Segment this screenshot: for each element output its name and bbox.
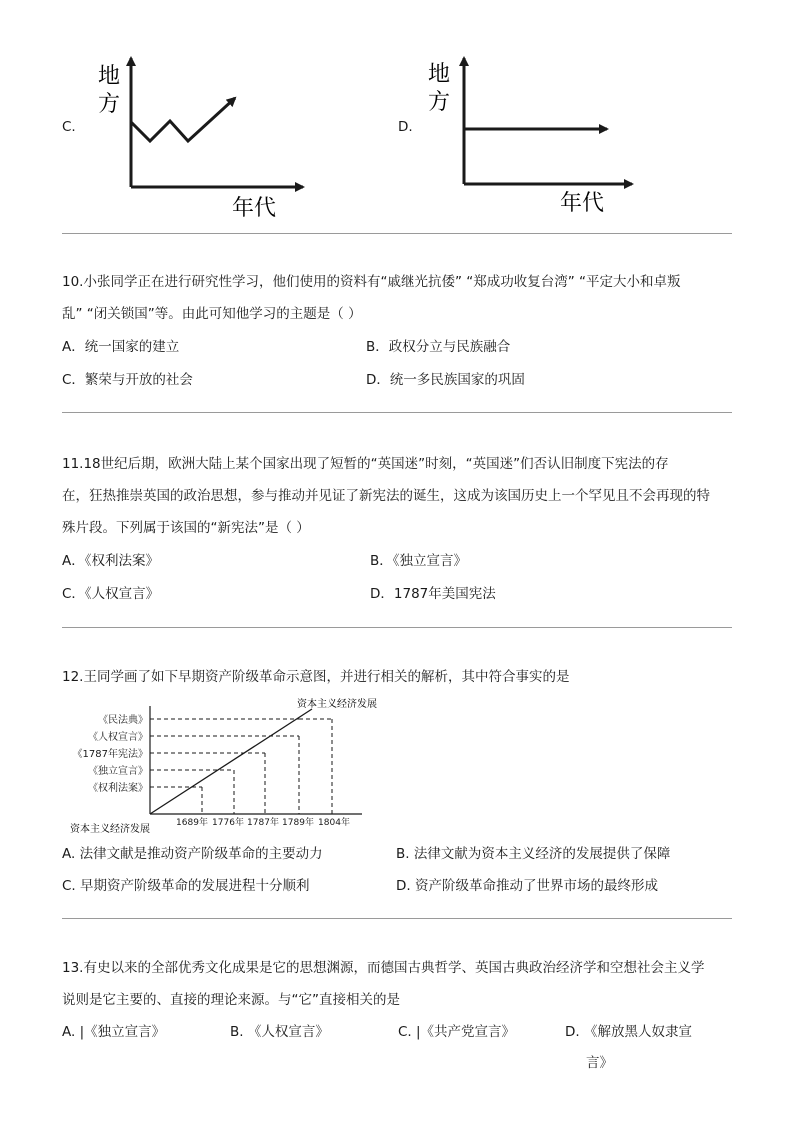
q12-stem-line1: 12.王同学画了如下早期资产阶级革命示意图，并进行相关的解析，其中符合事实的是: [62, 669, 570, 685]
q10-option-b[interactable]: B．政权分立与民族融合: [366, 339, 511, 355]
graph-d-ylabel-2: 方: [428, 90, 451, 115]
q12-option-a[interactable]: A. 法律文献是推动资产阶级革命的主要动力: [62, 846, 323, 862]
q12-option-c[interactable]: C. 早期资产阶级革命的发展进程十分顺利: [62, 878, 310, 894]
divider: [62, 918, 732, 919]
diagram-bottom-label: 资本主义经济发展: [70, 824, 150, 835]
q10-stem-line2: 乱” “闭关锁国”等。由此可知他学习的主题是（ ）: [62, 306, 362, 322]
divider: [62, 627, 732, 628]
diagram-ylabel-quanli: 《权利法案》: [88, 783, 148, 794]
q13-stem-line2: 说则是它主要的、直接的理论来源。与“它”直接相关的是: [62, 992, 400, 1008]
diagram-xlabel-1789: 1789年: [282, 818, 314, 828]
graph-d: [422, 55, 652, 225]
q11-stem-line1: 11.18世纪后期，欧洲大陆上某个国家出现了短暂的“英国迷”时刻，“英国迷”们否认旧制度下宪法的存: [62, 456, 669, 472]
diagram-xlabel-1804: 1804年: [318, 818, 350, 828]
q11-stem-line2: 在，狂热推崇英国的政治思想，参与推动并见证了新宪法的诞生，这成为该国历史上一个罕见且不会再现的特: [62, 488, 710, 504]
diagram-ylabel-1787: 《1787年宪法》: [72, 749, 148, 760]
q10-stem-line1: 10.小张同学正在进行研究性学习，他们使用的资料有“戚继光抗倭” “郑成功收复台湾” “平定大小和卓叛: [62, 274, 681, 290]
diagram-ylabel-minfadian: 《民法典》: [98, 715, 148, 726]
diagram-xlabel-1776: 1776年: [212, 818, 244, 828]
diagram-xlabel-1689: 1689年: [176, 818, 208, 828]
diagram-trend-line: [150, 709, 312, 814]
diagram-top-label: 资本主义经济发展: [297, 699, 377, 710]
divider: [62, 233, 732, 234]
q11-option-d[interactable]: D．1787年美国宪法: [370, 586, 496, 602]
q10-option-a[interactable]: A．统一国家的建立: [62, 339, 180, 355]
graph-c-ylabel-1: 地: [98, 64, 121, 89]
q11-option-c[interactable]: C．《人权宣言》: [62, 586, 160, 602]
option-d-letter: D.: [398, 119, 413, 135]
q13-option-a[interactable]: A. |《独立宣言》: [62, 1024, 166, 1040]
graph-d-ylabel-1: 地: [428, 62, 451, 87]
graph-c-trend-line: [131, 98, 235, 141]
q13-option-c[interactable]: C. |《共产党宣言》: [398, 1024, 516, 1040]
divider: [62, 412, 732, 413]
option-c-letter: C.: [62, 119, 76, 135]
diagram-ylabel-renquan: 《人权宣言》: [88, 732, 148, 743]
graph-d-xlabel: 年代: [560, 191, 605, 216]
q12-option-b[interactable]: B. 法律文献为资本主义经济的发展提供了保障: [396, 846, 671, 862]
q13-option-d[interactable]: D. 《解放黑人奴隶宣: [565, 1024, 692, 1040]
q11-option-a[interactable]: A．《权利法案》: [62, 553, 159, 569]
q11-stem-line3: 殊片段。下列属于该国的“新宪法”是（ ）: [62, 520, 310, 536]
q10-option-d[interactable]: D．统一多民族国家的巩固: [366, 372, 525, 388]
q13-option-d-continued: 言》: [586, 1055, 613, 1071]
diagram-xlabel-1787: 1787年: [247, 818, 279, 828]
q13-stem-line1: 13.有史以来的全部优秀文化成果是它的思想渊源，而德国古典哲学、英国古典政治经济学和空想社会主义学: [62, 960, 705, 976]
diagram-ylabel-duli: 《独立宣言》: [88, 766, 148, 777]
q11-option-b[interactable]: B．《独立宣言》: [370, 553, 468, 569]
graph-c-xlabel: 年代: [232, 196, 277, 221]
q13-option-b[interactable]: B. 《人权宣言》: [230, 1024, 329, 1040]
q10-option-c[interactable]: C．繁荣与开放的社会: [62, 372, 193, 388]
q12-revolution-diagram: [62, 692, 412, 837]
q12-option-d[interactable]: D. 资产阶级革命推动了世界市场的最终形成: [396, 878, 658, 894]
graph-c-ylabel-2: 方: [98, 92, 121, 117]
graph-c: [90, 55, 320, 225]
